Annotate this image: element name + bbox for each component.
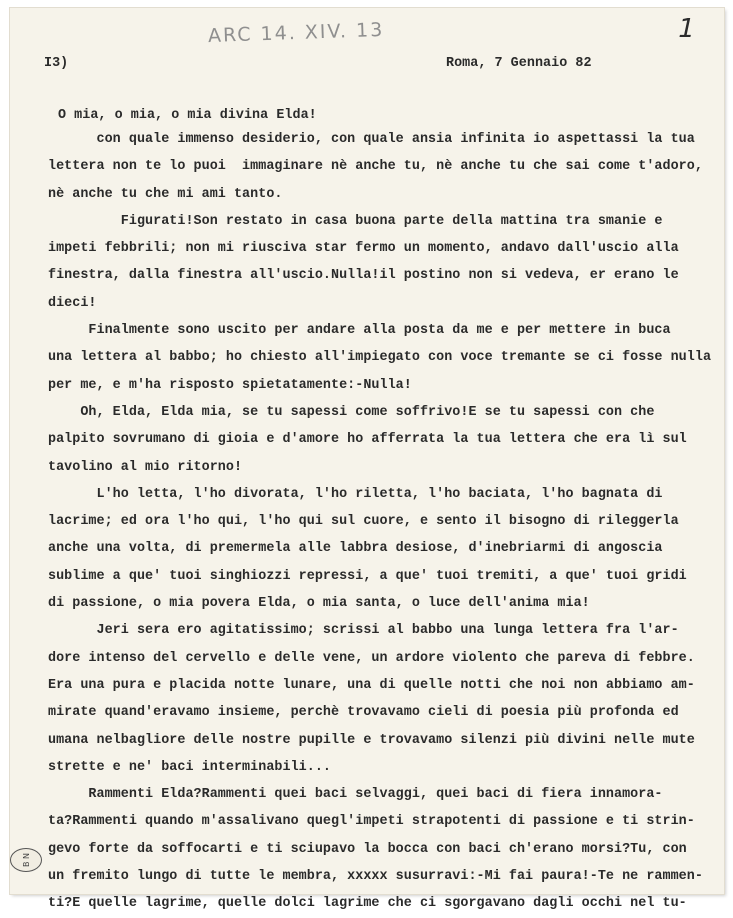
body-line: un fremito lungo di tutte le membra, xxxxx susurravi:-Mi fai paura!-Te ne rammen- (48, 869, 703, 885)
body-line: Figurati!Son restato in casa buona parte della mattina tra smanie e (48, 213, 663, 229)
body-line: lacrime; ed ora l'ho qui, l'ho qui sul cuore, e sento il bisogno di rileggerla (48, 514, 679, 530)
body-line: una lettera al babbo; ho chiesto all'impiegato con voce tremante se ci fosse nulla (48, 350, 712, 366)
body-line: L'ho letta, l'ho divorata, l'ho riletta, l'ho baciata, l'ho bagnata di (48, 486, 663, 502)
dateline: Roma, 7 Gennaio 82 (446, 56, 592, 71)
body-line: Jeri sera ero agitatissimo; scrissi al babbo una lunga lettera fra l'ar- (48, 623, 679, 639)
body-line: di passione, o mia povera Elda, o mia santa, o luce dell'anima mia! (48, 596, 590, 612)
page-number: 1 (674, 14, 698, 44)
body-line: dore intenso del cervello e delle vene, un ardore violento che pareva di febbre. (48, 650, 695, 666)
archive-reference: ARC 14. XIV. 13 (207, 18, 385, 48)
body-line: tavolino al mio ritorno! (48, 459, 243, 475)
body-line: sublime a que' tuoi singhiozzi repressi, a que' tuoi tremiti, a que' tuoi gridi (48, 568, 687, 584)
body-line: strette e ne' baci interminabili... (48, 759, 331, 775)
body-line: per me, e m'ha risposto spietatamente:-Nulla! (48, 377, 412, 393)
body-line: con quale immenso desiderio, con quale ansia infinita io aspettassi la tua (48, 132, 695, 147)
body-line: mirate quand'eravamo insieme, perchè trovavamo cieli di poesia più profonda ed (48, 705, 679, 721)
body-line: ta?Rammenti quando m'assalivano quegl'impeti strapotenti di passione e ti strin- (48, 814, 695, 830)
body-line: Finalmente sono uscito per andare alla posta da me e per mettere in buca (48, 323, 671, 339)
body-line: palpito sovrumano di gioia e d'amore ho afferrata la tua lettera che era lì sul (48, 432, 687, 448)
body-line: finestra, dalla finestra all'uscio.Nulla!il postino non si vedeva, er erano le (48, 268, 679, 284)
salutation: O mia, o mia, o mia divina Elda! (58, 108, 317, 123)
library-stamp: B N (10, 848, 42, 872)
body-line: Rammenti Elda?Rammenti quei baci selvaggi, quei baci di fiera innamora- (48, 787, 663, 803)
body-line: Era una pura e placida notte lunare, una di quelle notti che noi non abbiamo am- (48, 677, 695, 693)
body-line: impeti febbrili; non mi riusciva star fermo un momento, andavo dall'uscio alla (48, 241, 679, 257)
body-line: anche una volta, di premermela alle labbra desiose, d'inebriarmi di angoscia (48, 541, 663, 557)
body-line: nè anche tu che mi ami tanto. (48, 186, 283, 202)
body-line: Oh, Elda, Elda mia, se tu sapessi come soffrivo!E se tu sapessi con che (48, 404, 655, 420)
letter-body (48, 126, 724, 918)
letter-number: I3) (44, 56, 69, 71)
body-line: gevo forte da soffocarti e ti sciupavo la bocca con baci ch'erano morsi?Tu, con (48, 841, 687, 857)
letter-page (10, 8, 724, 912)
body-line: lettera non te lo puoi immaginare nè anche tu, nè anche tu che sai come t'adoro, (48, 159, 703, 175)
body-line: dieci! (48, 295, 97, 311)
body-line: ti?E quelle lagrime, quelle dolci lagrime che ci sgorgavano dagli occhi nel tu- (48, 896, 687, 912)
body-line: umana nelbagliore delle nostre pupille e trovavamo silenzi più divini nelle mute (48, 732, 695, 748)
